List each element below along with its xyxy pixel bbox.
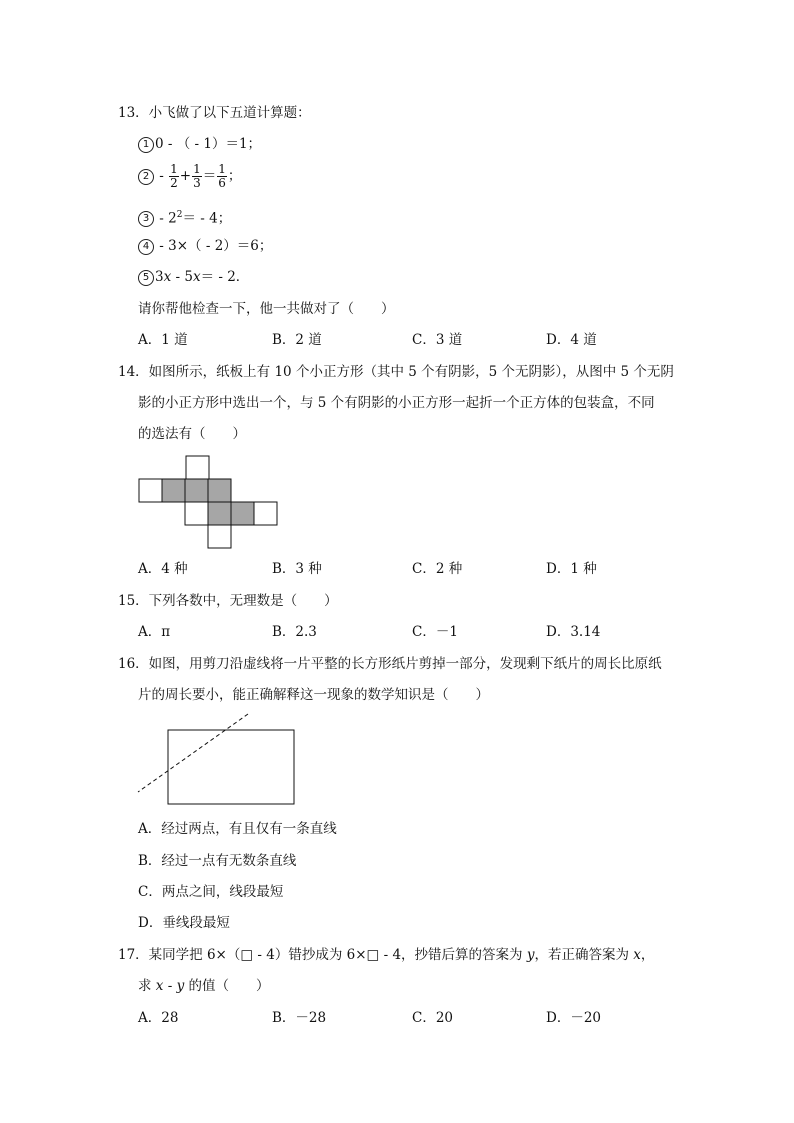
q15-stem: 15．下列各数中，无理数是（ ）: [118, 593, 338, 609]
net-square-shaded: [208, 502, 231, 525]
circled-number-4: 4: [138, 239, 154, 255]
q17-option-d[interactable]: D．－20: [546, 1010, 602, 1026]
circled-number-5: 5: [138, 270, 154, 286]
net-square-lower-left: [185, 502, 208, 525]
q17-option-a[interactable]: A．28: [138, 1010, 179, 1026]
net-square-shaded: [208, 479, 231, 502]
paper-cut-figure: [130, 710, 305, 810]
q16-option-d[interactable]: D．垂线段最短: [138, 915, 230, 931]
q14-stem-line-3: 的选法有（ ）: [138, 426, 246, 442]
q14-stem-line-1: 14．如图所示，纸板上有 10 个小正方形（其中 5 个有阴影，5 个无阴影），从图中 5 个无阴: [118, 364, 674, 380]
net-square-right: [254, 502, 277, 525]
q13-question: 请你帮他检查一下，他一共做对了（ ）: [138, 301, 395, 317]
circled-number-2: 2: [138, 169, 154, 185]
q13-option-d[interactable]: D．4 道: [546, 332, 597, 348]
q17-stem-line-2: 求 x - y 的值（ ）: [138, 978, 270, 994]
rectangle-paper: [168, 730, 294, 804]
q13-item-2: 2 - $\frac{1}{2}$ + $\frac{1}{3}$ ＝ $\frac{1}{6}$ ；: [138, 161, 241, 191]
q17-option-b[interactable]: B．－28: [272, 1010, 327, 1026]
cube-net-figure: [137, 455, 280, 550]
net-square-top: [186, 456, 209, 479]
q16-stem-line-1: 16．如图，用剪刀沿虚线将一片平整的长方形纸片剪掉一部分，发现剩下纸片的周长比原纸: [118, 656, 662, 672]
q16-stem-line-2: 片的周长要小，能正确解释这一现象的数学知识是（ ）: [138, 687, 489, 703]
net-square-shaded: [231, 502, 254, 525]
q13-option-b[interactable]: B．2 道: [272, 332, 322, 348]
q15-option-b[interactable]: B．2.3: [272, 624, 317, 640]
q13-stem: 13．小飞做了以下五道计算题：: [118, 105, 311, 121]
q13-item-5: 5 3x - 5x＝ - 2．: [138, 268, 249, 286]
q13-option-a[interactable]: A．1 道: [138, 332, 188, 348]
net-square-shaded: [162, 479, 185, 502]
q13-item-4: 4 - 3×（ - 2）＝6；: [138, 237, 272, 255]
q14-option-a[interactable]: A．4 种: [138, 561, 188, 577]
q13-item-1: 1 0 - （ - 1）＝1；: [138, 135, 261, 153]
fraction-1-2: $\frac{1}{2}$: [170, 162, 178, 190]
q15-option-a[interactable]: A．π: [138, 624, 171, 640]
q14-stem-line-2: 影的小正方形中选出一个，与 5 个有阴影的小正方形一起折一个正方体的包装盒，不同: [138, 395, 655, 411]
net-square-left: [139, 479, 162, 502]
q16-option-c[interactable]: C．两点之间，线段最短: [138, 884, 284, 900]
q16-option-a[interactable]: A．经过两点，有且仅有一条直线: [138, 821, 337, 837]
q13-option-c[interactable]: C．3 道: [412, 332, 463, 348]
net-square-bottom: [208, 525, 231, 548]
circled-number-1: 1: [138, 137, 154, 153]
circled-number-3: 3: [138, 211, 154, 227]
fraction-1-3: $\frac{1}{3}$: [193, 162, 201, 190]
q17-stem-line-1: 17．某同学把 6×（□ - 4）错抄成为 6×□ - 4，抄错后算的答案为 y，若正确答案为 x，: [118, 947, 655, 963]
q15-option-c[interactable]: C．－1: [412, 624, 458, 640]
q16-option-b[interactable]: B．经过一点有无数条直线: [138, 853, 297, 869]
q14-option-b[interactable]: B．3 种: [272, 561, 322, 577]
q14-option-d[interactable]: D．1 种: [546, 561, 597, 577]
cut-dashed-line: [138, 714, 248, 792]
fraction-1-6: $\frac{1}{6}$: [218, 162, 226, 190]
net-square-shaded: [185, 479, 208, 502]
q13-item-3: $3 - 2^2= - 4$；: [138, 206, 231, 228]
q14-option-c[interactable]: C．2 种: [412, 561, 463, 577]
q17-option-c[interactable]: C．20: [412, 1010, 454, 1026]
q15-option-d[interactable]: D．3.14: [546, 624, 601, 640]
